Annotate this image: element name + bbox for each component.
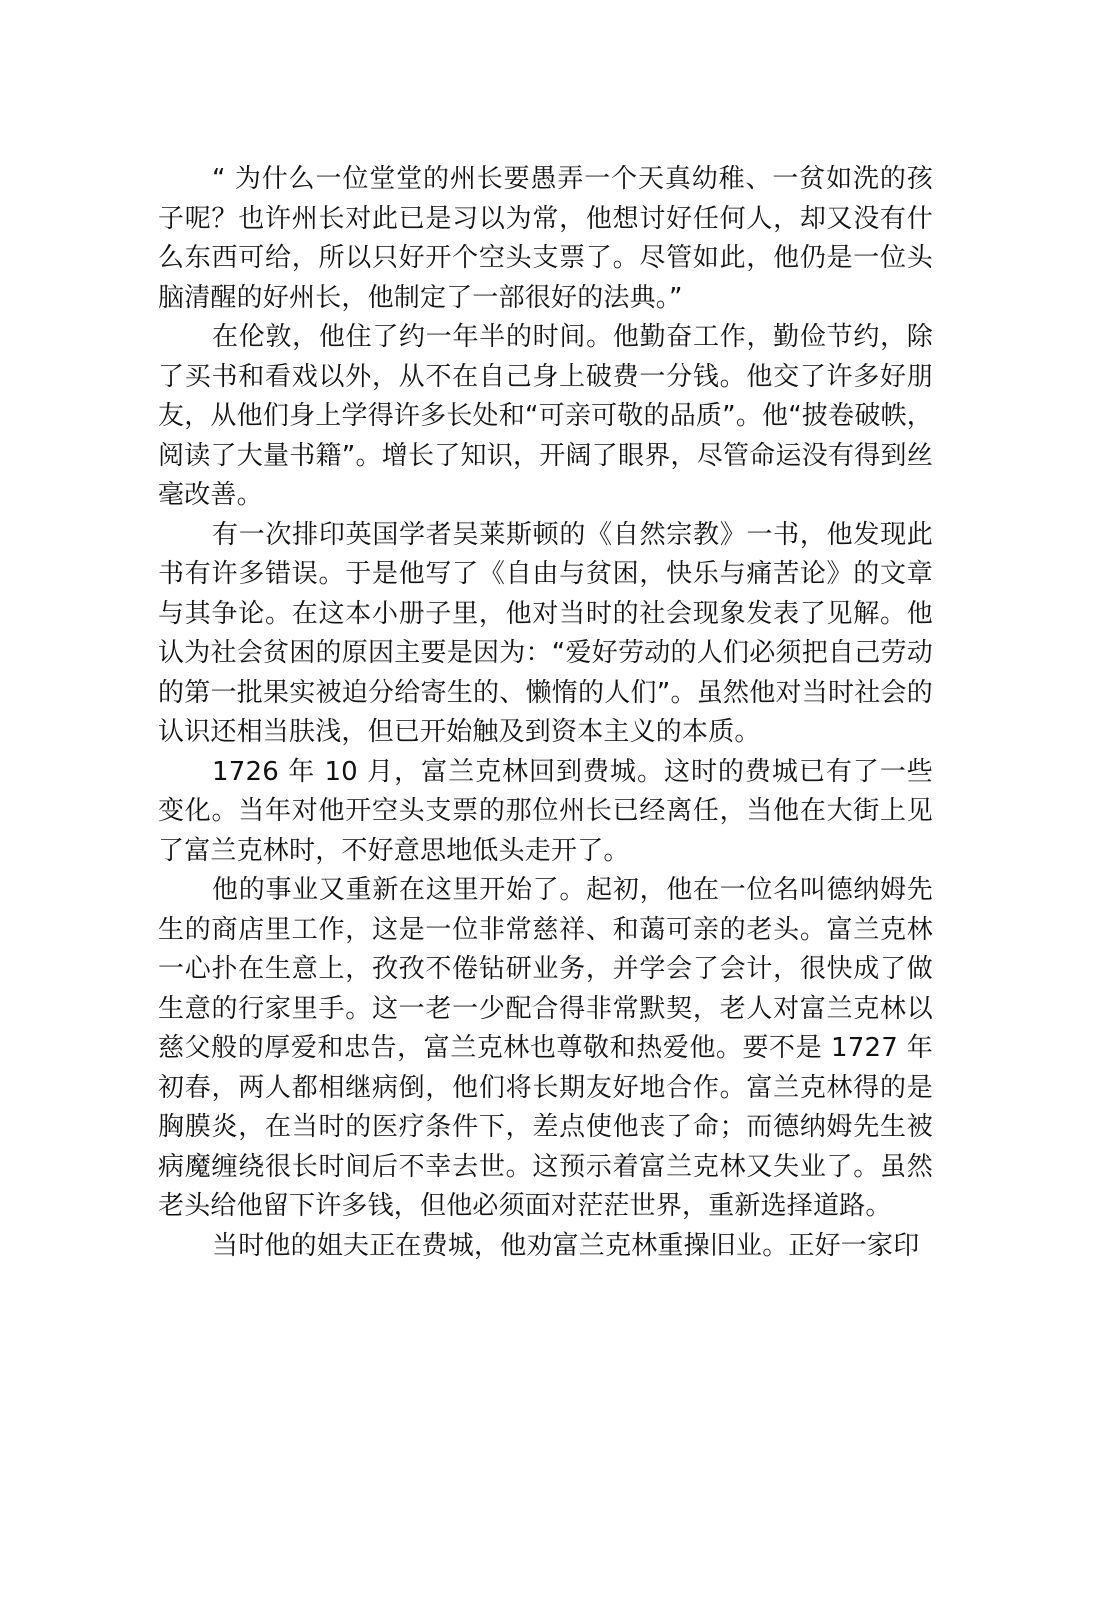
paragraph-denham-store: 他的事业又重新在这里开始了。起初，他在一位名叫德纳姆先生的商店里工作，这是一位非常慈祥、和蔼可亲的老头。富兰克林一心扑在生意上，孜孜不倦钻研业务，并学会了会计，很快成了做生意的行家里手。这一老一少配合得非常默契，老人对富兰克林以慈父般的厚爱和忠告，富兰克林也尊敬和热爱他。要不是 1727 年初春，两人都相继病倒，他们将长期友好地合作。富兰克林得的是胸膜炎，在当时的医疗条件下，差点使他丧了命；而德纳姆先生被病魔缠绕很长时间后不幸去世。这预示着富兰克林又失业了。虽然老头给他留下许多钱，但他必须面对茫茫世界，重新选择道路。 bbox=[158, 875, 933, 1221]
paragraph-london: 在伦敦，他住了约一年半的时间。他勤奋工作，勤俭节约，除了买书和看戏以外，从不在自己身上破费一分钱。他交了许多好朋友，从他们身上学得许多长处和“可亲可敬的品质”。他“披卷破帙，阅读了大量书籍”。增长了知识，开阔了眼界，尽管命运没有得到丝毫改善。 bbox=[158, 322, 933, 510]
paragraph-governor-quote: “ 为什么一位堂堂的州长要愚弄一个天真幼稚、一贫如洗的孩子呢？也许州长对此已是习以为常，他想讨好任何人，却又没有什么东西可给，所以只好开个空头支票了。尽管如此，他仍是一位头脑清醒的好州长，他制定了一部很好的法典。” bbox=[158, 164, 933, 313]
paragraph-brother-in-law: 当时他的姐夫正在费城，他劝富兰克林重操旧业。正好一家印 bbox=[212, 1230, 920, 1261]
paragraph-natural-religion: 有一次排印英国学者吴莱斯顿的《自然宗教》一书，他发现此书有许多错误。于是他写了《自由与贫困，快乐与痛苦论》的文章与其争论。在这本小册子里，他对当时的社会现象发表了见解。他认为社会贫困的原因主要是因为：“爱好劳动的人们必须把自己劳动的第一批果实被迫分给寄生的、懒惰的人们”。虽然他对当时社会的认识还相当肤浅，但已开始触及到资本主义的本质。 bbox=[158, 519, 933, 747]
document-page bbox=[158, 160, 933, 1266]
paragraph-return-philadelphia: 1726 年 10 月，富兰克林回到费城。这时的费城已有了一些变化。当年对他开空头支票的那位州长已经离任，当他在大街上见了富兰克林时，不好意思地低头走开了。 bbox=[158, 756, 933, 866]
